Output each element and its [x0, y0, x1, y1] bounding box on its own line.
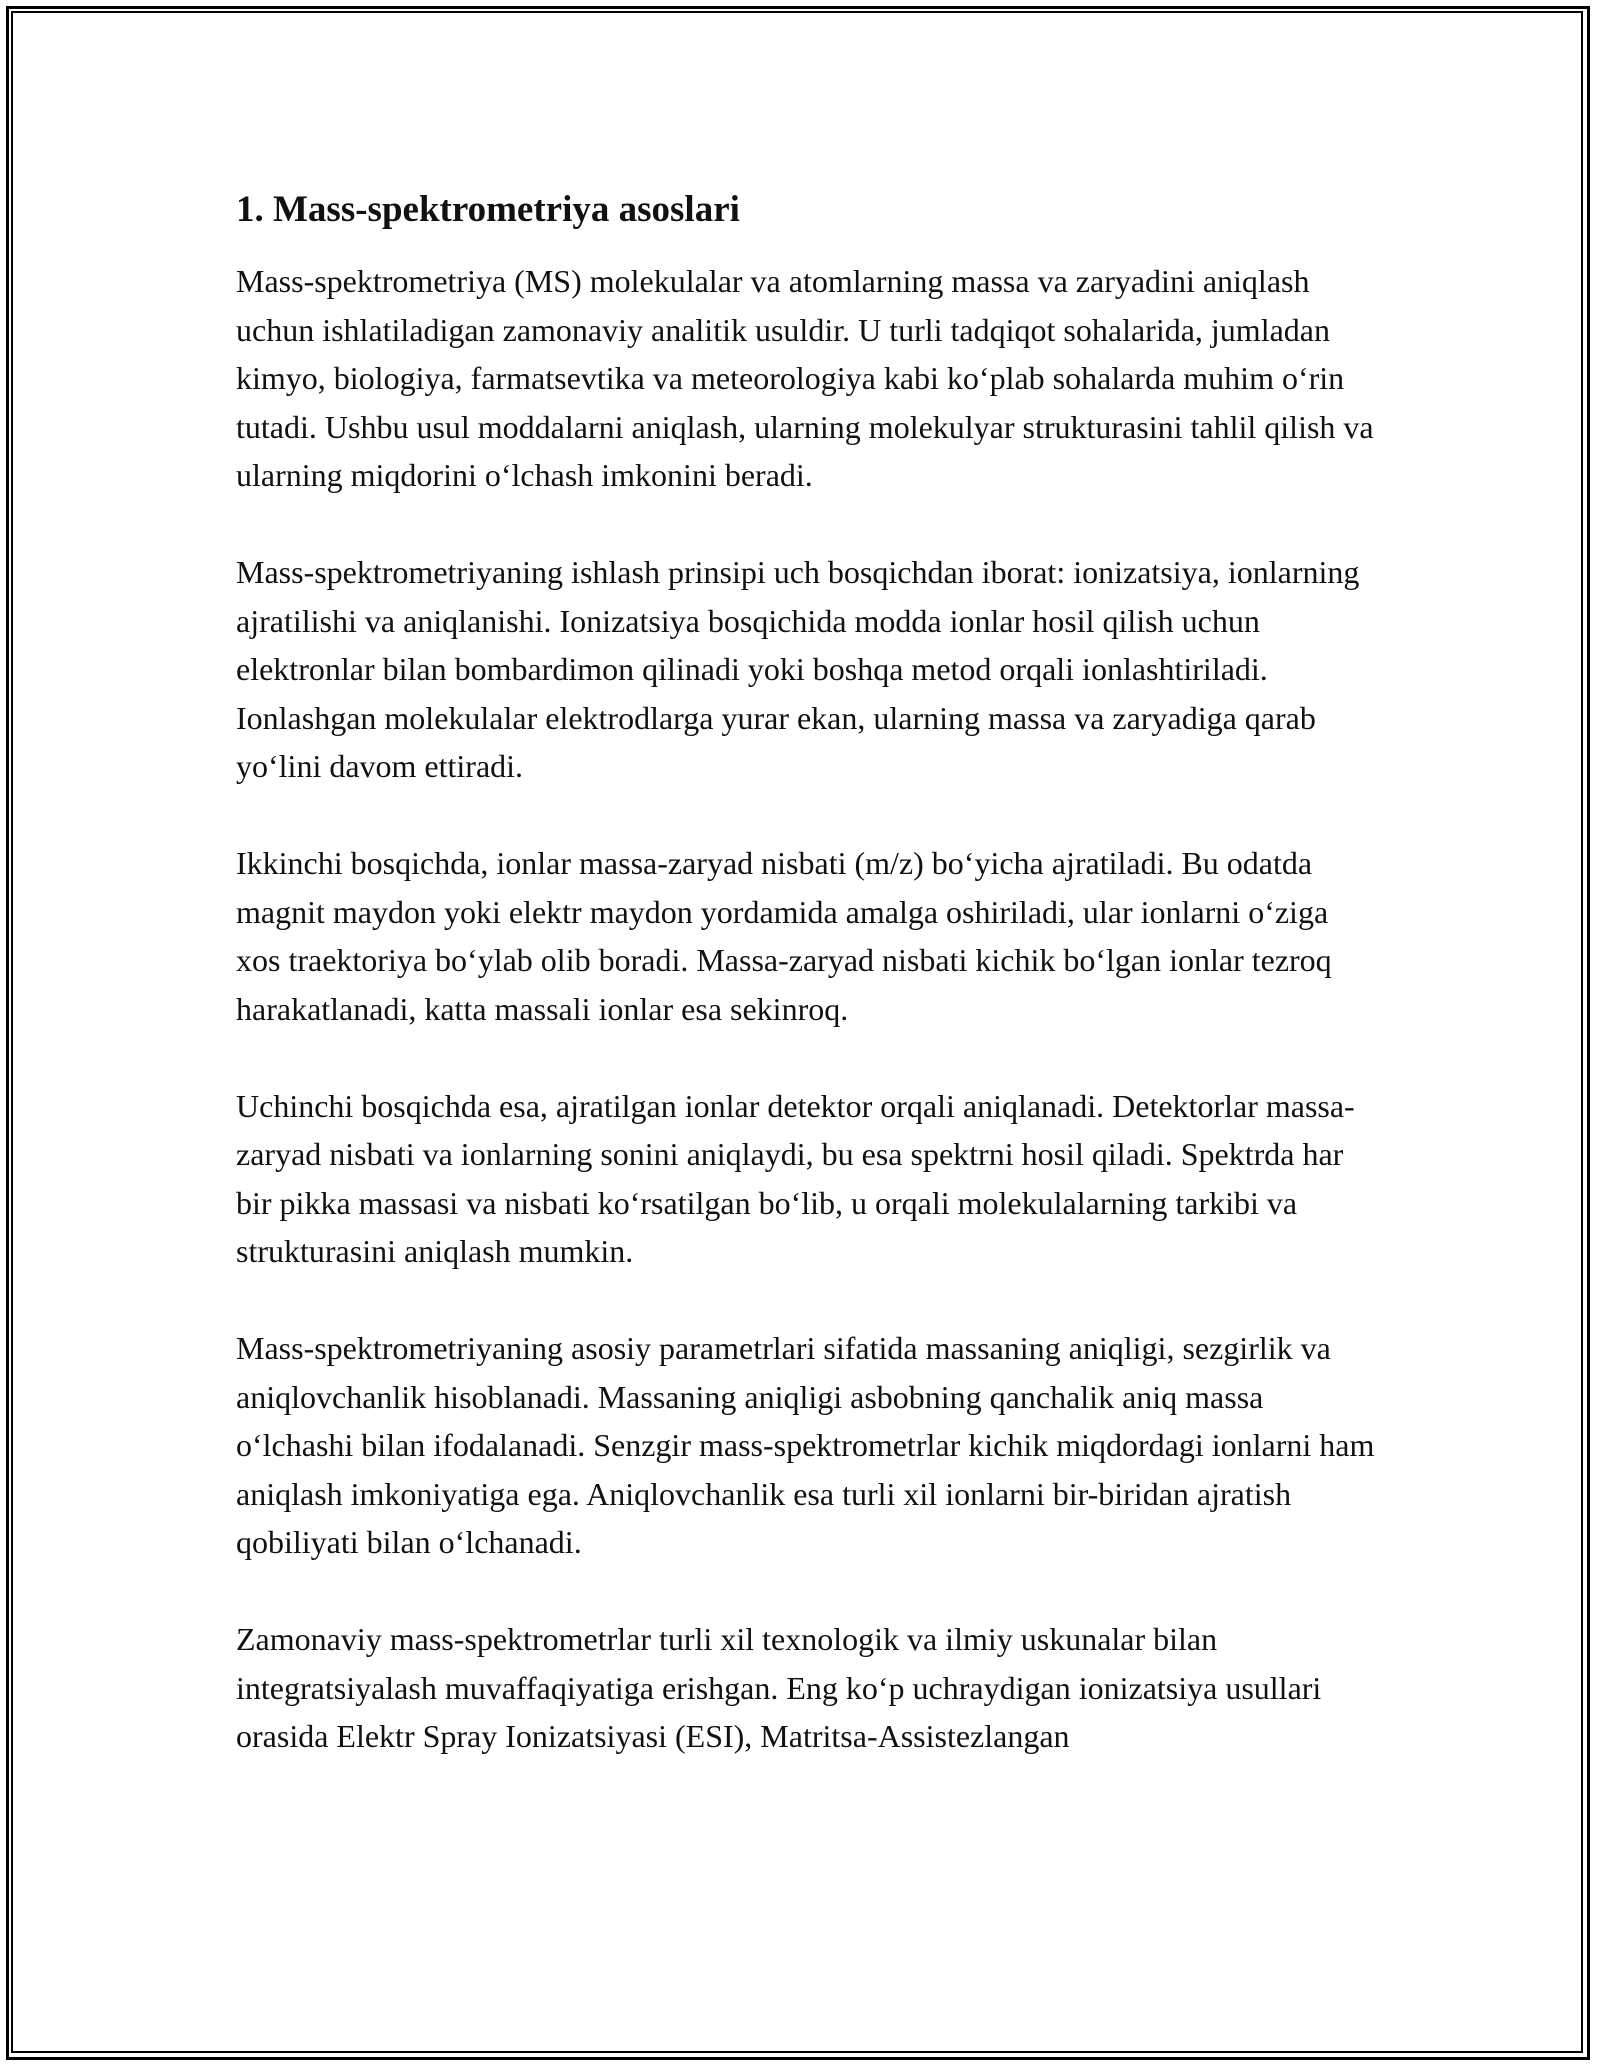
document-body — [236, 186, 1376, 1809]
paragraph-6: Zamonaviy mass-spektrometrlar turli xil texnologik va ilmiy uskunalar bilan integratsiyalash muvaffaqiyatiga erishgan. Eng ko‘p uchraydigan ionizatsiya usullari orasida Elektr Spray Ionizatsiyasi (ESI), Matritsa-Assistezlangan — [236, 1621, 1322, 1754]
paragraph-2: Mass-spektrometriyaning ishlash prinsipi uch bosqichdan iborat: ionizatsiya, ionlarning ajratilishi va aniqlanishi. Ionizatsiya bosqichida modda ionlar hosil qilish uchun elektronlar bilan bombardimon qilinadi yoki boshqa metod orqali ionlashtiriladi. Ionlashgan molekulalar elektrodlarga yurar ekan, ularning massa va zaryadiga qarab yo‘lini davom ettiradi. — [236, 554, 1360, 784]
paragraph-3: Ikkinchi bosqichda, ionlar massa-zaryad nisbati (m/z) bo‘yicha ajratiladi. Bu odatda magnit maydon yoki elektr maydon yordamida amalga oshiriladi, ular ionlarni o‘ziga xos traektoriya bo‘ylab olib boradi. Massa-zaryad nisbati kichik bo‘lgan ionlar tezroq harakatlanadi, katta massali ionlar esa sekinroq. — [236, 845, 1332, 1027]
section-heading: 1. Mass-spektrometriya asoslari — [236, 189, 740, 230]
paragraph-4: Uchinchi bosqichda esa, ajratilgan ionlar detektor orqali aniqlanadi. Detektorlar massa-zaryad nisbati va ionlarning sonini aniqlaydi, bu esa spektrni hosil qiladi. Spektrda har bir pikka massasi va nisbati ko‘rsatilgan bo‘lib, u orqali molekulalarning tarkibi va strukturasini aniqlash mumkin. — [236, 1087, 1355, 1269]
paragraph-5: Mass-spektrometriyaning asosiy parametrlari sifatida massaning aniqligi, sezgirlik va aniqlovchanlik hisoblanadi. Massaning aniqligi asbobning qanchalik aniq massa o‘lchashi bilan ifodalanadi. Senzgir mass-spektrometrlar kichik miqdordagi ionlarni ham aniqlash imkoniyatiga ega. Aniqlovchanlik esa turli xil ionlarni bir-biridan ajratish qobiliyati bilan o‘lchanadi. — [236, 1330, 1375, 1560]
paragraph-1: Mass-spektrometriya (MS) molekulalar va atomlarning massa va zaryadini aniqlash uchun ishlatiladigan zamonaviy analitik usuldir. U turli tadqiqot sohalarida, jumladan kimyo, biologiya, farmatsevtika va meteorologiya kabi ko‘plab sohalarda muhim o‘rin tutadi. Ushbu usul moddalarni aniqlash, ularning molekulyar strukturasini tahlil qilish va ularning miqdorini o‘lchash imkonini beradi. — [236, 263, 1374, 493]
